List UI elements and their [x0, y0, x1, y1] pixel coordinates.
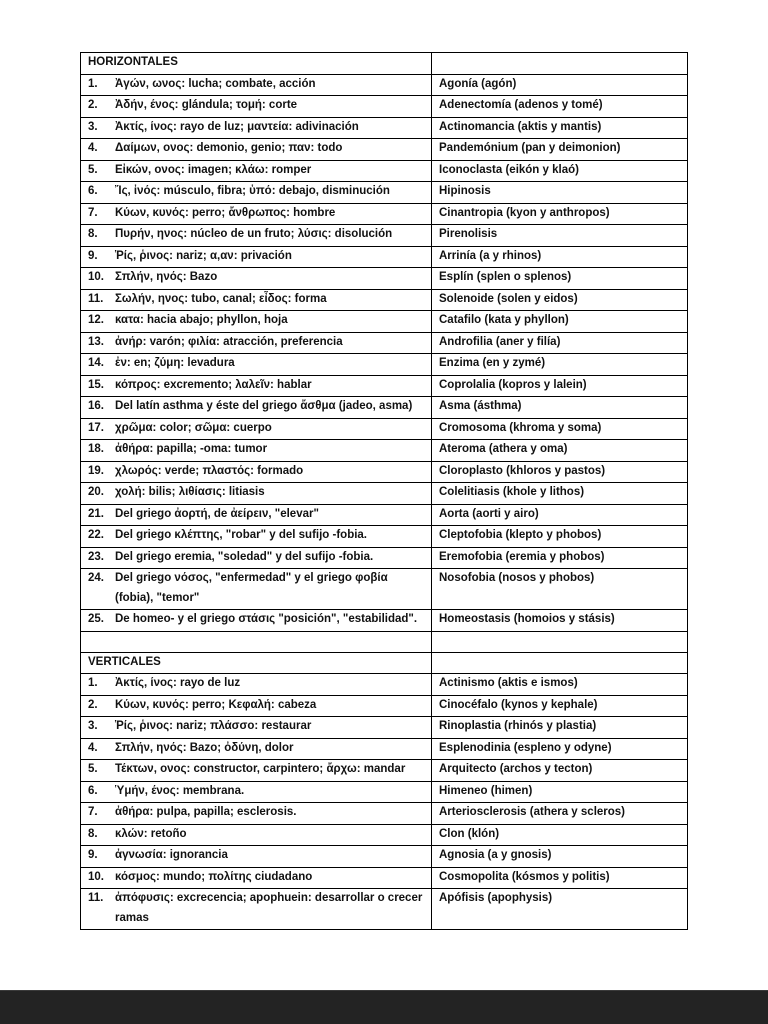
- section-header-empty-cell: [432, 652, 688, 674]
- clue-text: Ὑμήν, ένος: membrana.: [115, 784, 245, 797]
- clue-text: Del griego ἀορτή, de ἀείρειν, "elevar": [115, 507, 319, 520]
- answer-text: Cleptofobia (klepto y phobos): [432, 526, 688, 548]
- answer-text: Actinomancia (aktis y mantis): [432, 117, 688, 139]
- clue-number: 11.: [88, 892, 104, 904]
- clue-number: 23.: [88, 550, 104, 563]
- clue-number: 6.: [88, 185, 98, 197]
- answer-text: Ateroma (athera y oma): [432, 440, 688, 462]
- clue-cell: [81, 526, 432, 548]
- clue-row: [81, 717, 688, 739]
- clue-text: χολή: bilis; λιθίασις: litiasis: [115, 486, 265, 498]
- answer-text: Rinoplastia (rhinós y plastia): [432, 717, 688, 739]
- clue-cell: [81, 182, 432, 204]
- clue-cell: [81, 289, 432, 311]
- clue-text: χρῶμα: color; σῶμα: cuerpo: [115, 421, 272, 434]
- clue-row: [81, 803, 688, 825]
- clue-cell: [81, 547, 432, 569]
- clue-text: Σπλήν, ηνός: Bazo; ὀδύνη, dolor: [115, 741, 294, 754]
- clue-number: 13.: [88, 335, 104, 348]
- answer-text: Cromosoma (khroma y soma): [432, 418, 688, 440]
- answer-text: Cosmopolita (kósmos y politis): [432, 867, 688, 889]
- clue-number: 15.: [88, 378, 104, 391]
- clue-text: Δαίμων, ονος: demonio, genio; παν: todo: [115, 142, 343, 154]
- clue-cell: [81, 803, 432, 825]
- clue-number: 3.: [88, 720, 98, 732]
- clue-row: [81, 889, 688, 930]
- clue-cell: [81, 781, 432, 803]
- clue-row: [81, 695, 688, 717]
- clue-row: [81, 182, 688, 204]
- answer-text: Pirenolisis: [432, 225, 688, 247]
- clue-text: ἀνήρ: varón; φιλία: atracción, preferencia: [115, 335, 343, 348]
- clue-text: κόσμος: mundo; πολίτης ciudadano: [115, 870, 313, 883]
- answer-text: Colelitiasis (khole y lithos): [432, 483, 688, 505]
- section-header-row: [81, 652, 688, 674]
- answer-text: Hipinosis: [432, 182, 688, 204]
- clue-row: [81, 203, 688, 225]
- etymology-table: [80, 52, 688, 930]
- answer-text: Arquitecto (archos y tecton): [432, 760, 688, 782]
- clue-row: [81, 375, 688, 397]
- clue-text: Del griego νόσος, "enfermedad" y el griego φοβία (fobia), "temor": [115, 572, 388, 604]
- clue-row: [81, 74, 688, 96]
- clue-text: ἐν: en; ζύμη: levadura: [115, 357, 235, 369]
- clue-row: [81, 139, 688, 161]
- section-spacer-row: [81, 631, 688, 652]
- answer-text: Pandemónium (pan y deimonion): [432, 139, 688, 161]
- clue-number: 1.: [88, 677, 98, 689]
- clue-row: [81, 268, 688, 290]
- clue-cell: [81, 440, 432, 462]
- clue-text: Ἀκτίς, ίνος: rayo de luz; μαντεία: adivinación: [115, 120, 359, 133]
- clue-number: 19.: [88, 464, 104, 477]
- clue-cell: [81, 717, 432, 739]
- clue-text: Del latín asthma y éste del griego ἄσθμα (jadeo, asma): [115, 400, 413, 412]
- clue-row: [81, 289, 688, 311]
- clue-cell: [81, 117, 432, 139]
- answer-text: Himeneo (himen): [432, 781, 688, 803]
- clue-cell: [81, 846, 432, 868]
- answer-text: Apófisis (apophysis): [432, 889, 688, 930]
- clue-row: [81, 867, 688, 889]
- clue-text: ἀπόφυσις: excrecencia; apophuein: desarrollar o crecer ramas: [115, 892, 423, 924]
- clue-cell: [81, 203, 432, 225]
- answer-text: Esplenodinia (espleno y odyne): [432, 738, 688, 760]
- answer-text: Homeostasis (homoios y stásis): [432, 610, 688, 632]
- clue-number: 5.: [88, 763, 98, 775]
- clue-row: [81, 846, 688, 868]
- clue-number: 16.: [88, 400, 104, 412]
- clue-text: Ῥίς, ῥινος: nariz; α,αν: privación: [115, 249, 292, 262]
- answer-text: Agonía (agón): [432, 74, 688, 96]
- clue-text: Ἴς, ἰνός: músculo, fibra; ὑπό: debajo, disminución: [115, 185, 390, 197]
- answer-text: Enzima (en y zymé): [432, 354, 688, 376]
- clue-cell: [81, 225, 432, 247]
- clue-text: Ἀκτίς, ίνος: rayo de luz: [115, 677, 241, 689]
- clue-row: [81, 397, 688, 419]
- clue-cell: [81, 74, 432, 96]
- clue-cell: [81, 610, 432, 632]
- clue-cell: [81, 139, 432, 161]
- answer-text: Cloroplasto (khloros y pastos): [432, 461, 688, 483]
- clue-row: [81, 354, 688, 376]
- clue-number: 20.: [88, 486, 104, 498]
- clue-row: [81, 781, 688, 803]
- answer-text: Nosofobia (nosos y phobos): [432, 569, 688, 610]
- clue-number: 12.: [88, 314, 104, 326]
- answer-text: Asma (ásthma): [432, 397, 688, 419]
- clue-row: [81, 117, 688, 139]
- clue-text: κόπρος: excremento; λαλεῖν: hablar: [115, 378, 312, 391]
- clue-cell: [81, 867, 432, 889]
- clue-row: [81, 738, 688, 760]
- clue-number: 2.: [88, 99, 98, 111]
- clue-text: Τέκτων, ονος: constructor, carpintero; ἄρχω: mandar: [115, 763, 406, 775]
- answer-text: Actinismo (aktis e ismos): [432, 674, 688, 696]
- clue-row: [81, 160, 688, 182]
- clue-row: [81, 332, 688, 354]
- clue-number: 24.: [88, 572, 104, 584]
- clue-number: 17.: [88, 421, 104, 434]
- clue-row: [81, 547, 688, 569]
- clue-row: [81, 440, 688, 462]
- clue-text: κατα: hacia abajo; phyllon, hoja: [115, 314, 288, 326]
- section-header-empty-cell: [432, 53, 688, 75]
- clue-text: Σωλήν, ηνος: tubo, canal; εἶδος: forma: [115, 292, 327, 305]
- answer-text: Solenoide (solen y eidos): [432, 289, 688, 311]
- clue-text: Κύων, κυνός: perro; Κεφαλή: cabeza: [115, 698, 317, 711]
- clue-number: 5.: [88, 163, 98, 176]
- clue-row: [81, 246, 688, 268]
- clue-cell: [81, 695, 432, 717]
- clue-text: ἀθήρα: pulpa, papilla; esclerosis.: [115, 806, 297, 818]
- clue-text: Ἀδήν, ένος: glándula; τομή: corte: [115, 99, 298, 111]
- clue-row: [81, 504, 688, 526]
- clue-cell: [81, 354, 432, 376]
- answer-text: Esplín (splen o splenos): [432, 268, 688, 290]
- clue-number: 4.: [88, 741, 98, 754]
- clue-number: 11.: [88, 292, 104, 305]
- clue-cell: [81, 397, 432, 419]
- clue-number: 1.: [88, 77, 98, 90]
- clue-text: ἀθήρα: papilla; -oma: tumor: [115, 443, 268, 455]
- answer-text: Cinocéfalo (kynos y kephale): [432, 695, 688, 717]
- clue-number: 3.: [88, 120, 98, 133]
- clue-cell: [81, 461, 432, 483]
- clue-row: [81, 569, 688, 610]
- clue-cell: [81, 332, 432, 354]
- clue-number: 25.: [88, 613, 104, 625]
- clue-text: Del griego κλέπτης, "robar" y del sufijo -fobia.: [115, 529, 368, 541]
- answer-text: Iconoclasta (eikón y klaó): [432, 160, 688, 182]
- clue-number: 6.: [88, 784, 98, 797]
- clue-cell: [81, 674, 432, 696]
- answer-text: Clon (klón): [432, 824, 688, 846]
- clue-text: De homeo- y el griego στάσις "posición", "estabilidad".: [115, 613, 418, 625]
- clue-number: 7.: [88, 206, 98, 219]
- clue-row: [81, 311, 688, 333]
- clue-number: 18.: [88, 443, 104, 455]
- answer-text: Arrinía (a y rhinos): [432, 246, 688, 268]
- clue-text: Ῥίς, ῥινος: nariz; πλάσσο: restaurar: [115, 720, 312, 732]
- section-header-row: [81, 53, 688, 75]
- clue-number: 9.: [88, 849, 98, 861]
- answer-text: Agnosia (a y gnosis): [432, 846, 688, 868]
- clue-number: 22.: [88, 529, 104, 541]
- clue-row: [81, 674, 688, 696]
- spacer-cell: [432, 631, 688, 652]
- clue-text: κλών: retoño: [115, 827, 187, 840]
- clue-number: 8.: [88, 228, 98, 240]
- clue-row: [81, 461, 688, 483]
- section-title: HORIZONTALES: [81, 53, 432, 75]
- clue-cell: [81, 246, 432, 268]
- clue-cell: [81, 889, 432, 930]
- clue-row: [81, 610, 688, 632]
- clue-cell: [81, 311, 432, 333]
- clue-number: 9.: [88, 249, 98, 262]
- clue-number: 4.: [88, 142, 98, 154]
- clue-row: [81, 96, 688, 118]
- clue-cell: [81, 375, 432, 397]
- clue-row: [81, 418, 688, 440]
- clue-number: 21.: [88, 507, 104, 520]
- clue-number: 2.: [88, 698, 98, 711]
- clue-cell: [81, 824, 432, 846]
- clue-text: Πυρήν, ηνος: núcleo de un fruto; λύσις: disolución: [115, 228, 393, 240]
- clue-text: χλωρός: verde; πλαστός: formado: [115, 464, 304, 477]
- answer-text: Cinantropia (kyon y anthropos): [432, 203, 688, 225]
- clue-cell: [81, 483, 432, 505]
- clue-text: Εἰκών, ονος: imagen; κλάω: romper: [115, 163, 312, 176]
- clue-cell: [81, 738, 432, 760]
- answer-text: Coprolalia (kopros y lalein): [432, 375, 688, 397]
- clue-text: ἀγνωσία: ignorancia: [115, 849, 228, 861]
- clue-cell: [81, 569, 432, 610]
- clue-text: Σπλήν, ηνός: Bazo: [115, 271, 218, 283]
- clue-row: [81, 483, 688, 505]
- answer-text: Eremofobia (eremia y phobos): [432, 547, 688, 569]
- clue-number: 7.: [88, 806, 98, 818]
- clue-number: 8.: [88, 827, 98, 840]
- clue-cell: [81, 268, 432, 290]
- clue-cell: [81, 160, 432, 182]
- clue-row: [81, 526, 688, 548]
- section-title: VERTICALES: [81, 652, 432, 674]
- clue-row: [81, 824, 688, 846]
- clue-row: [81, 760, 688, 782]
- clue-row: [81, 225, 688, 247]
- clue-cell: [81, 504, 432, 526]
- clue-number: 10.: [88, 271, 104, 283]
- viewer-bottom-bar: [0, 990, 768, 1024]
- answer-text: Androfilia (aner y filía): [432, 332, 688, 354]
- answer-text: Adenectomía (adenos y tomé): [432, 96, 688, 118]
- spacer-cell: [81, 631, 432, 652]
- clue-cell: [81, 96, 432, 118]
- clue-cell: [81, 760, 432, 782]
- clue-number: 14.: [88, 357, 104, 369]
- answer-text: Aorta (aorti y airo): [432, 504, 688, 526]
- answer-text: Arteriosclerosis (athera y scleros): [432, 803, 688, 825]
- clue-text: Κύων, κυνός: perro; ἄνθρωπος: hombre: [115, 206, 336, 219]
- clue-text: Ἀγών, ωνος: lucha; combate, acción: [115, 77, 316, 90]
- clue-number: 10.: [88, 870, 104, 883]
- answer-text: Catafilo (kata y phyllon): [432, 311, 688, 333]
- clue-cell: [81, 418, 432, 440]
- clue-text: Del griego eremia, "soledad" y del sufijo -fobia.: [115, 550, 374, 563]
